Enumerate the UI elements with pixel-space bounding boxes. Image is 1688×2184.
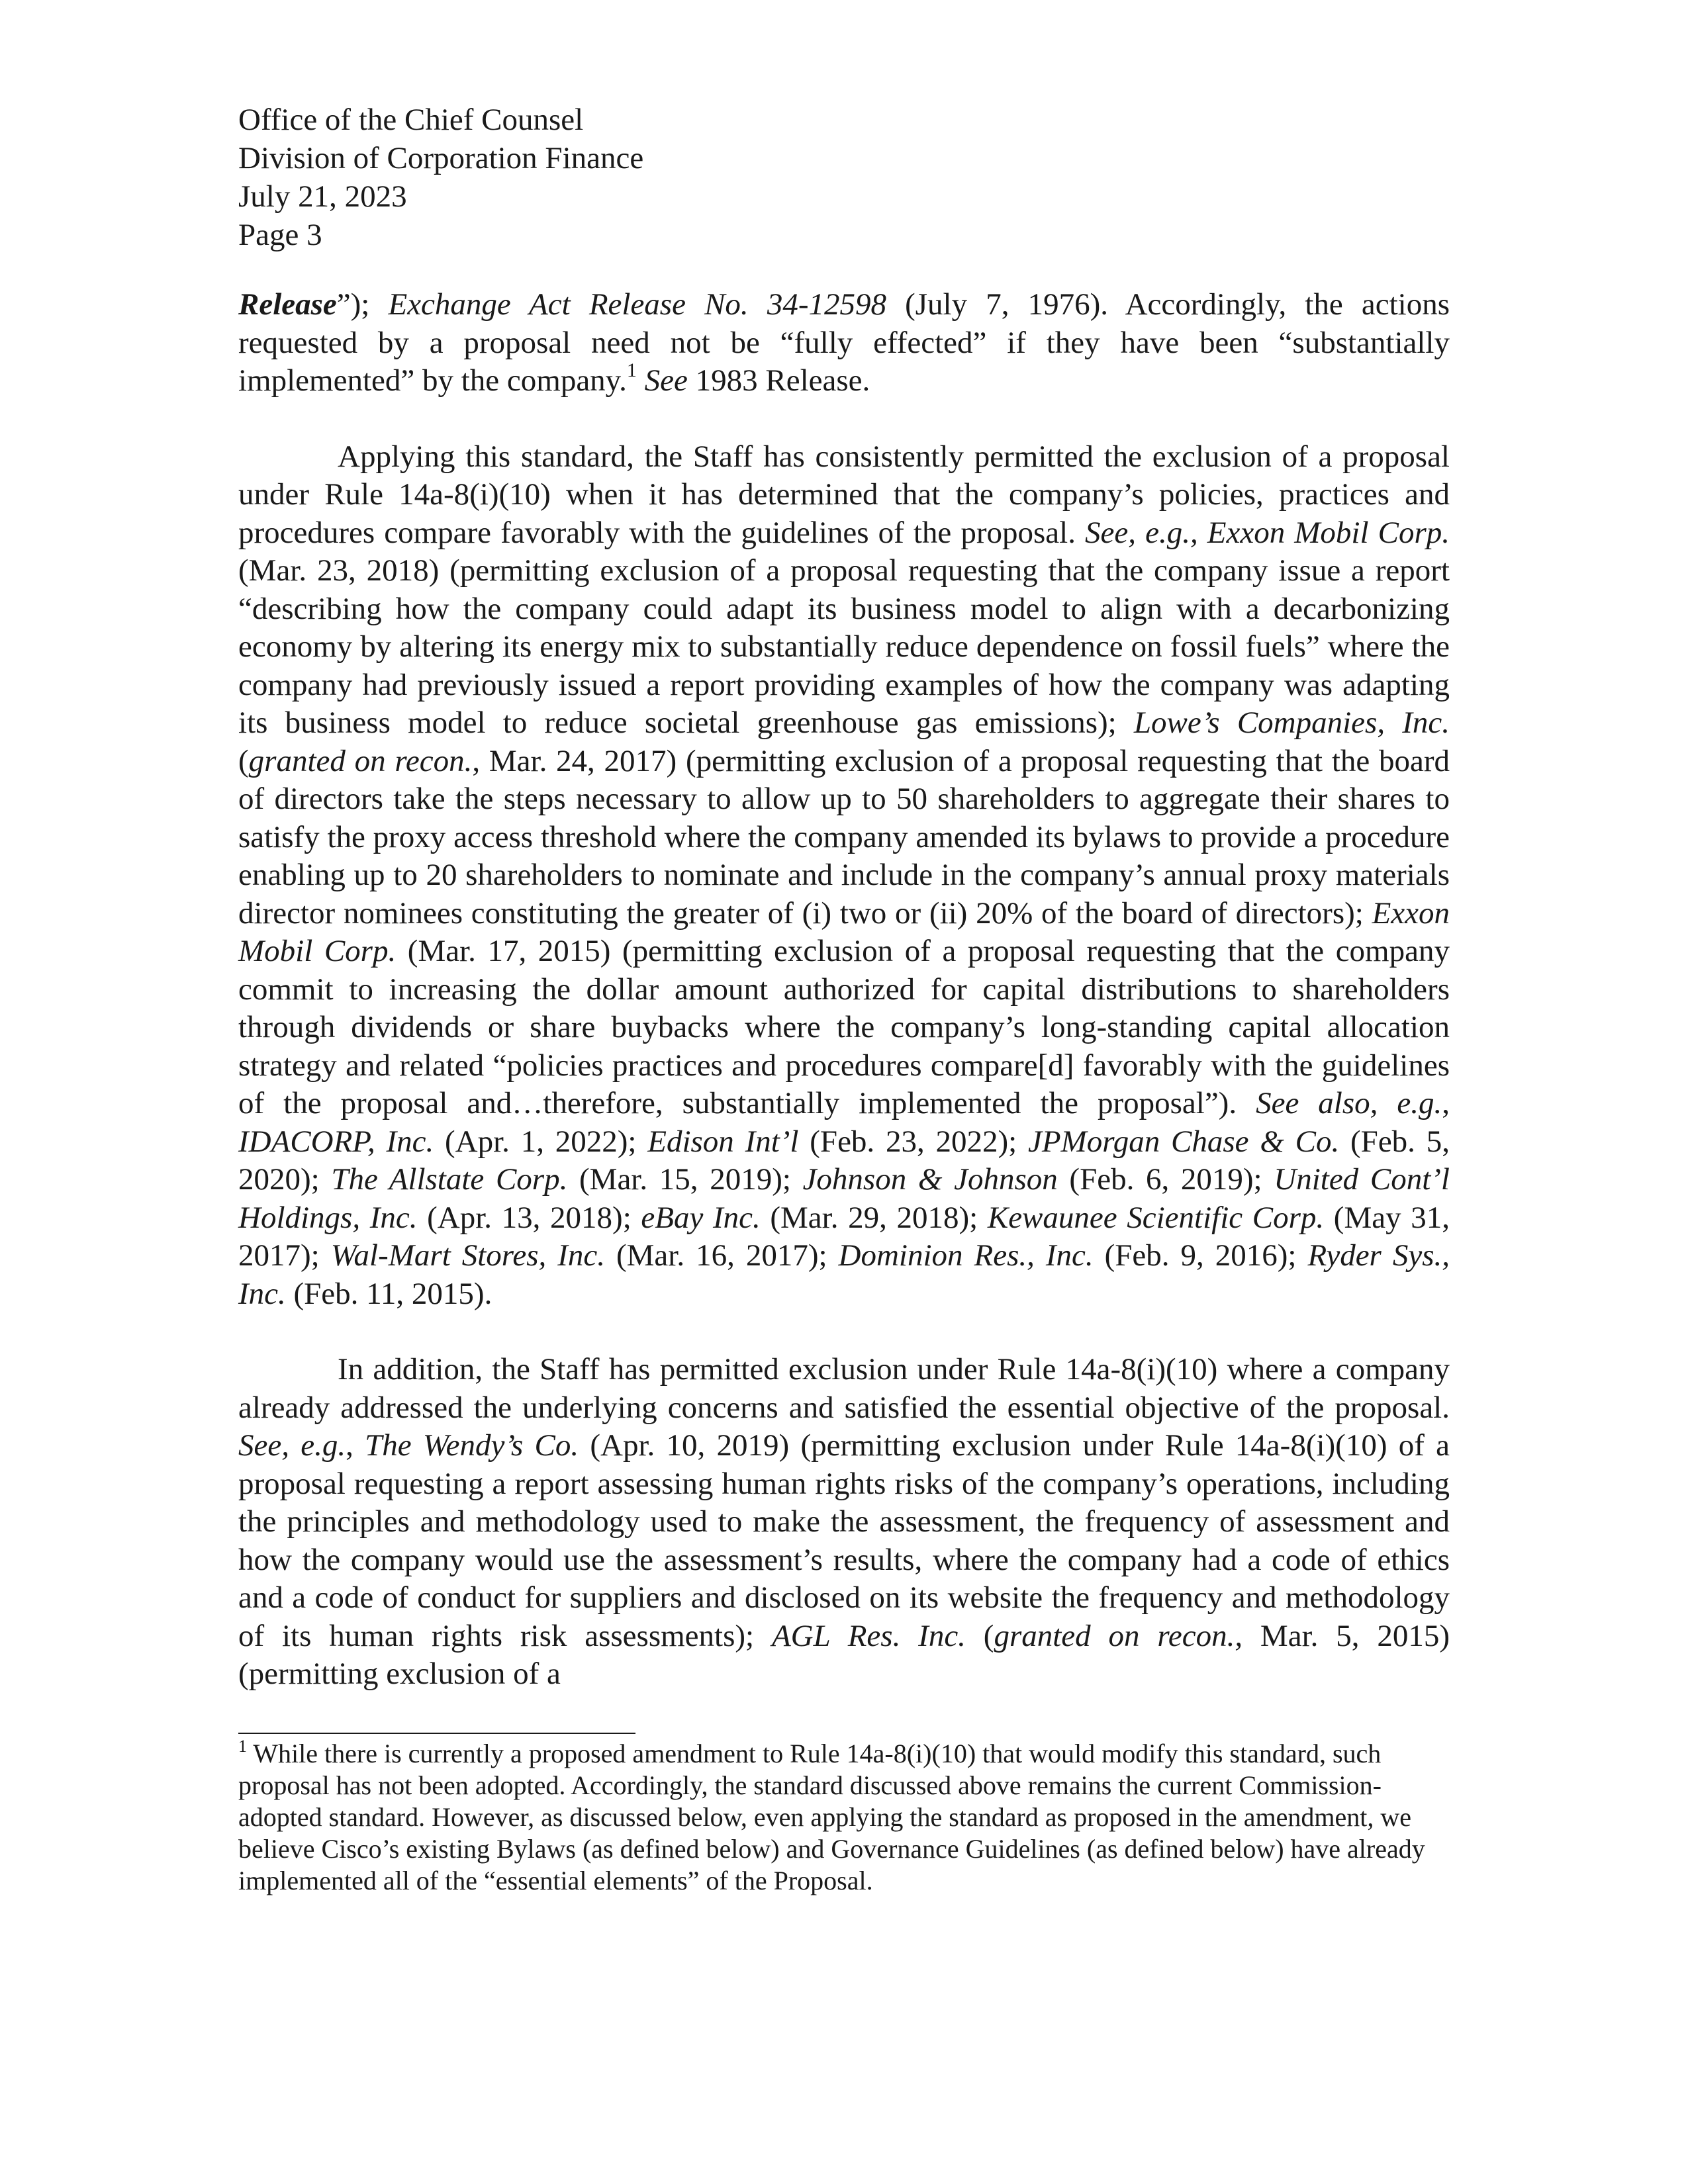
- text-run: (May 31, 2017);: [238, 1200, 1450, 1273]
- citation: Edison Int’l: [647, 1124, 799, 1159]
- letter-header: [238, 101, 643, 254]
- citation: Exxon Mobil Corp.: [238, 895, 1450, 968]
- citation: Dominion Res., Inc.: [838, 1238, 1094, 1273]
- text-run: (Mar. 29, 2018);: [760, 1200, 988, 1235]
- citation: eBay Inc.: [641, 1200, 761, 1235]
- text-run: Mar. 5, 2015) (permitting exclusion of a: [238, 1618, 1450, 1691]
- signal-word: See, e.g.: [238, 1428, 346, 1463]
- footnote-separator: [238, 1733, 635, 1734]
- citation: The Allstate Corp.: [331, 1162, 568, 1197]
- paragraph-applying-standard: [238, 438, 1450, 1314]
- paragraph-in-addition: [238, 1351, 1450, 1694]
- paragraph-release-standard: [238, 286, 1450, 400]
- text-run: (Apr. 10, 2019) (permitting exclusion under Rule 14a-8(i)(10) of a proposal requesting a report assessing human rights risks of the company’s operations, including the principles and methodology used to make the assessment, the frequency of assessment and how the company would use the assessment’s results, where the company had a code of ethics and a code of conduct for suppliers and disclosed on its website the frequency and methodology of its human rights risk assessments);: [238, 1428, 1450, 1653]
- text-run: (Mar. 23, 2018) (permitting exclusion of a proposal requesting that the company issue a report “describing how the company could adapt its business model to align with a decarbonizing economy by altering its energy mix to substantially reduce dependence on fossil fuels” where the company had previously issued a report providing examples of how the company was adapting its business model to reduce societal greenhouse gas emissions);: [238, 553, 1450, 740]
- text-run: (Feb. 5, 2020);: [238, 1124, 1450, 1197]
- release-term: Release: [238, 287, 337, 322]
- citation: AGL Res. Inc.: [771, 1618, 966, 1653]
- citation: The Wendy’s Co.: [365, 1428, 579, 1463]
- citation: IDACORP, Inc.: [238, 1124, 434, 1159]
- paragraph-spacer: [238, 1313, 1450, 1351]
- signal-word: See: [644, 363, 688, 398]
- header-date: July 21, 2023: [238, 179, 407, 214]
- footnote-1: [238, 1738, 1450, 1897]
- footnote-reference[interactable]: 1: [626, 359, 637, 382]
- citation: JPMorgan Chase & Co.: [1027, 1124, 1340, 1159]
- text-run: (: [965, 1618, 994, 1653]
- letter-body: [238, 286, 1450, 1694]
- paragraph-spacer: [238, 400, 1450, 438]
- citation: granted on recon.: [248, 743, 473, 778]
- header-division: Division of Corporation Finance: [238, 141, 644, 175]
- text-run: (Mar. 15, 2019);: [567, 1162, 803, 1197]
- text-run: (Mar. 16, 2017);: [605, 1238, 839, 1273]
- text-run: (Feb. 6, 2019);: [1057, 1162, 1274, 1197]
- footnote-marker: 1: [238, 1736, 247, 1756]
- header-office: Office of the Chief Counsel: [238, 103, 584, 137]
- header-page-number: Page 3: [238, 218, 322, 252]
- text-run: (Mar. 17, 2015) (permitting exclusion of a proposal requesting that the company commit to increasing the dollar amount authorized for capital distributions to shareholders through dividends or share buybacks where the company’s long-standing capital allocation strategy and related “policies practices and procedures compare[d] favorably with the guidelines of the proposal and…therefore, substantially implemented the proposal”).: [238, 934, 1450, 1120]
- citation: Exchange Act Release No. 34-12598: [388, 287, 886, 322]
- citation: Wal-Mart Stores, Inc.: [330, 1238, 605, 1273]
- citation: United Cont’l Holdings, Inc.: [238, 1162, 1450, 1235]
- text-run: ”);: [336, 287, 389, 322]
- text-run: , Mar. 24, 2017) (permitting exclusion of a proposal requesting that the board of directors take the steps necessary to allow up to 50 shareholders to aggregate their shares to satisfy the proxy access threshold where the company amended its bylaws to provide a procedure enabling up to 20 shareholders to nominate and include in the company’s annual proxy materials director nominees constituting the greater of (i) two or (ii) 20% of the board of directors);: [238, 743, 1450, 931]
- citation: granted on recon.,: [994, 1618, 1243, 1653]
- text-run: (Apr. 13, 2018);: [417, 1200, 641, 1235]
- text-run: (Feb. 23, 2022);: [798, 1124, 1028, 1159]
- citation: Johnson & Johnson: [802, 1162, 1058, 1197]
- text-run: ,: [346, 1428, 365, 1463]
- text-run: (July 7, 1976). Accordingly, the actions requested by a proposal need not be “fully effected” if they have been “substantially implemented” by the company.: [238, 287, 1450, 398]
- signal-word: See also, e.g.: [1256, 1086, 1442, 1120]
- text-run: 1983 Release.: [687, 363, 870, 398]
- text-run: ,: [1442, 1086, 1450, 1120]
- citation: Ryder Sys., Inc.: [238, 1238, 1450, 1311]
- footnote-text: While there is currently a proposed amendment to Rule 14a-8(i)(10) that would modify this standard, such proposal has not been adopted. Accordingly, the standard discussed above remains the current Commission-adopted standard. However, as discussed below, even applying the standard as proposed in the amendment, we believe Cisco’s existing Bylaws (as defined below) and Governance Guidelines (as defined below) have already implemented all of the “essential elements” of the Proposal.: [238, 1739, 1425, 1895]
- citation: See, e.g., Exxon Mobil Corp.: [1085, 515, 1450, 550]
- text-run: (Feb. 11, 2015).: [285, 1276, 492, 1311]
- text-run: (: [238, 743, 249, 778]
- text-run: Applying this standard, the Staff has consistently permitted the exclusion of a proposal under Rule 14a-8(i)(10) when it has determined that the company’s policies, practices and procedures compare favorably with the guidelines of the proposal.: [238, 439, 1450, 550]
- text-run: (Feb. 9, 2016);: [1093, 1238, 1308, 1273]
- text-run: (Apr. 1, 2022);: [434, 1124, 648, 1159]
- citation: Lowe’s Companies, Inc.: [1133, 705, 1450, 740]
- text-run: [637, 363, 645, 398]
- citation: Kewaunee Scientific Corp.: [987, 1200, 1325, 1235]
- text-run: In addition, the Staff has permitted exclusion under Rule 14a-8(i)(10) where a company already addressed the underlying concerns and satisfied the essential objective of the proposal.: [238, 1352, 1450, 1425]
